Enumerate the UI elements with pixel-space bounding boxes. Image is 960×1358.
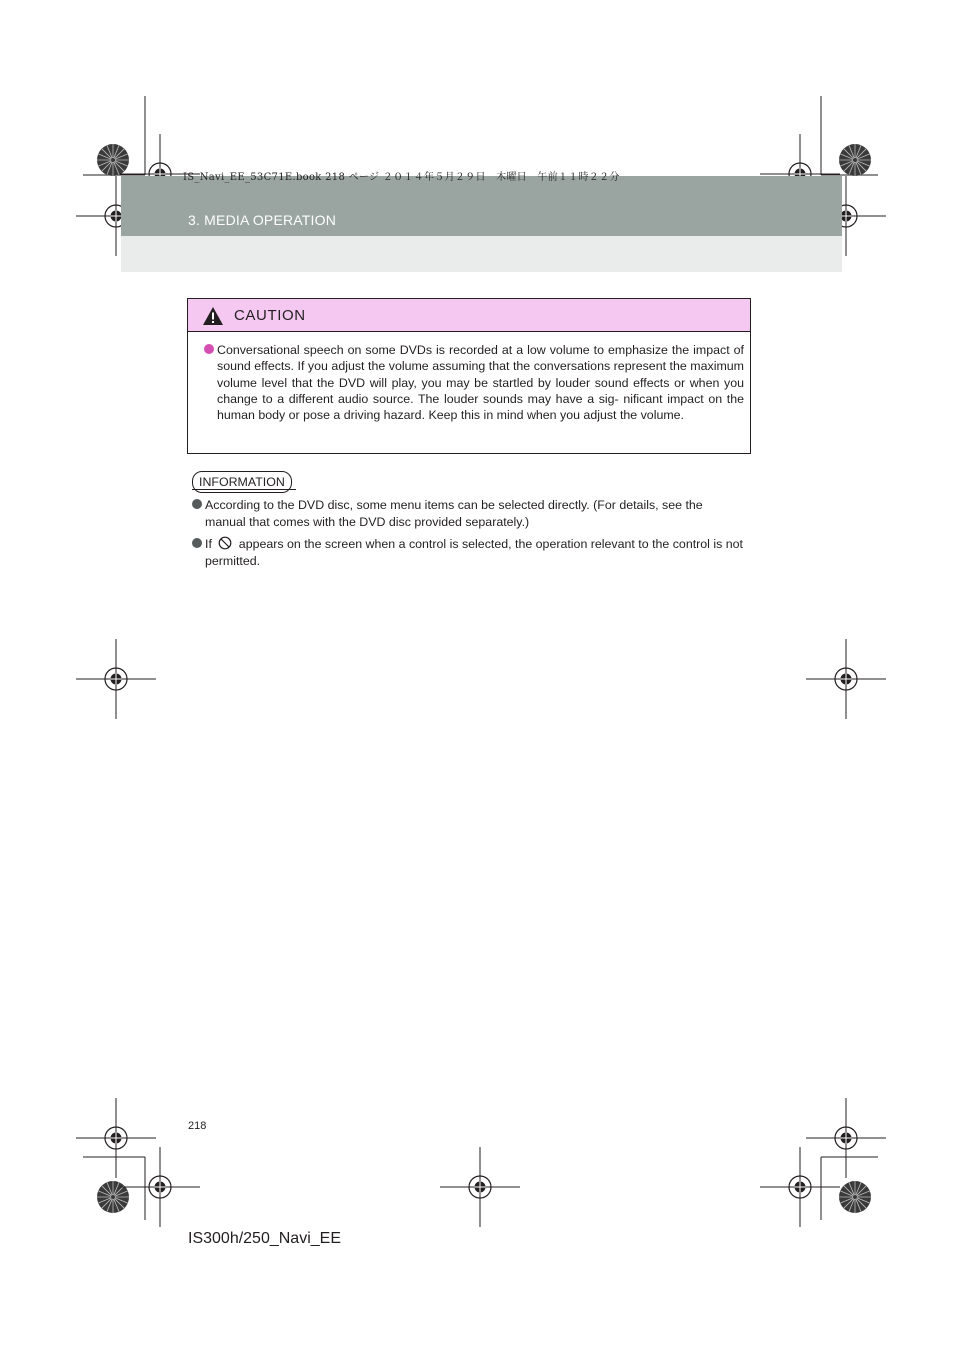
caution-list bbox=[204, 342, 744, 423]
section-title: 3. MEDIA OPERATION bbox=[188, 212, 337, 228]
page-number: 218 bbox=[188, 1120, 207, 1132]
information-item-prefix: If bbox=[205, 537, 212, 551]
caution-header bbox=[188, 299, 750, 332]
information-item-text: According to the DVD disc, some menu items can be selected directly. (For details, see the manual that comes with the DVD disc provided separately.) bbox=[205, 498, 703, 529]
info-bullet-icon bbox=[192, 538, 202, 548]
caution-bullet-icon bbox=[204, 344, 214, 354]
information-item bbox=[192, 497, 746, 530]
information-item bbox=[192, 536, 746, 569]
prohibited-icon bbox=[218, 536, 232, 550]
footer-model-code: IS300h/250_Navi_EE bbox=[188, 1230, 341, 1247]
warning-triangle-icon bbox=[202, 306, 224, 326]
caution-title: CAUTION bbox=[234, 307, 306, 324]
info-bullet-icon bbox=[192, 499, 202, 509]
information-list bbox=[192, 497, 746, 575]
caution-item bbox=[204, 342, 744, 423]
caution-item-text: Conversational speech on some DVDs is recorded at a low volume to emphasize the impact of sound effects. If you adjust the volume assuming that the conversations represent the maximum volume level that the DVD will play, you may be startled by louder sound effects or when you change to a different audio source. The louder sounds may have a sig- nificant impact on the human body or pose a driving hazard. Keep this in mind when you adjust the volume. bbox=[217, 343, 744, 423]
caution-box bbox=[187, 298, 751, 454]
header-band-light bbox=[121, 236, 842, 272]
information-label: INFORMATION bbox=[192, 471, 292, 493]
print-slug: IS_Navi_EE_53C71E.book 218 ページ ２０１４年５月２９日 木曜日 午前１１時２２分 bbox=[183, 172, 620, 183]
information-item-suffix: appears on the screen when a control is selected, the operation relevant to the control is not permitted. bbox=[205, 537, 743, 568]
information-rule bbox=[192, 489, 296, 490]
